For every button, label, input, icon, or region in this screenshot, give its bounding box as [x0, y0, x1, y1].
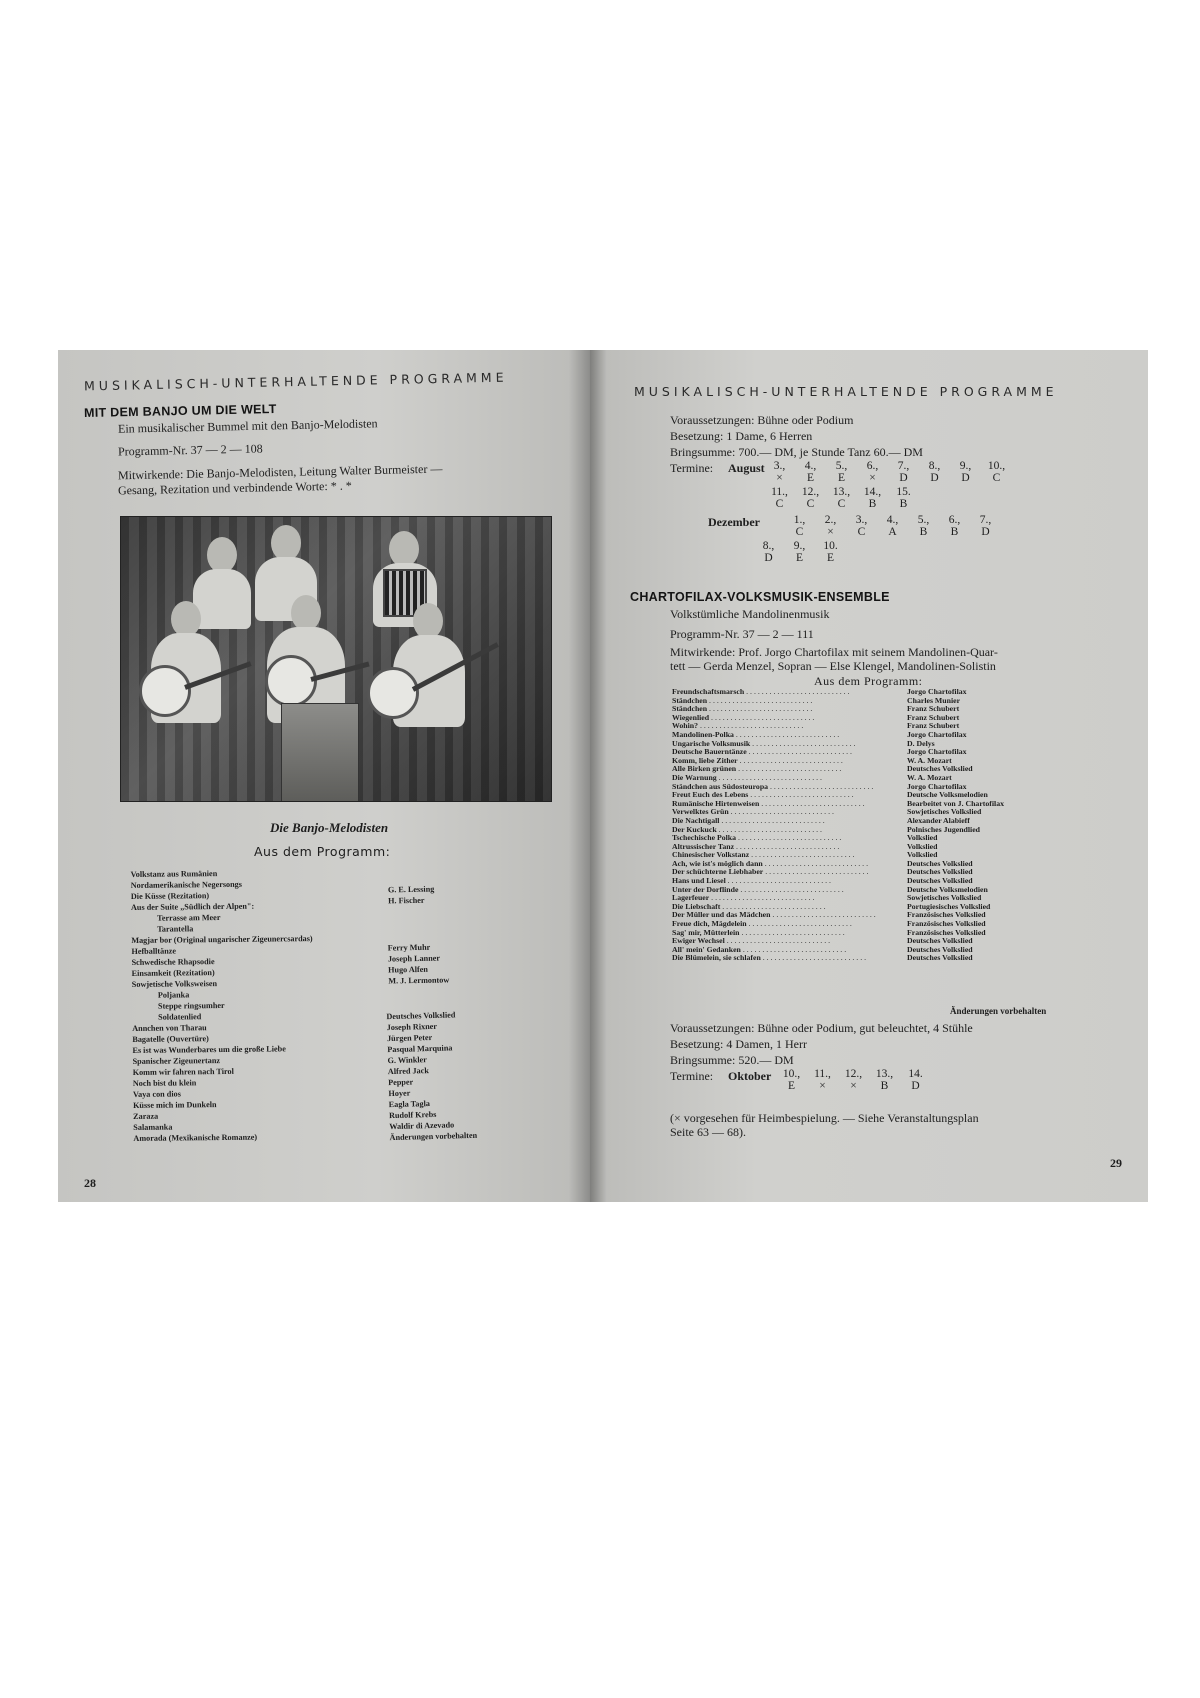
book-spread [58, 350, 1148, 1202]
program-list-left [131, 867, 315, 1144]
program-item: Komm wir fahren nach Tirol [132, 1066, 234, 1077]
program-table-row [672, 697, 1052, 706]
program-row-title: Der schüchterne Liebhaber . . . [672, 868, 907, 877]
program-row-composer: Franz Schubert [907, 712, 960, 722]
program-table-row [672, 808, 1052, 817]
program-row-title: Freut Euch des Lebens . . . [672, 791, 907, 800]
program-row-composer: Französisches Volkslied [907, 919, 986, 929]
requirements: Voraussetzungen: Bühne oder Podium [670, 413, 854, 427]
program-table-row [672, 860, 1052, 869]
program-table-row [672, 783, 1052, 792]
program-row-composer: Jorgo Chartofilax [907, 747, 967, 757]
dates-label: Termine: [670, 461, 714, 475]
program-item: Einsamkeit (Rezitation) [131, 968, 215, 978]
program-row-composer: Sowjetisches Volkslied [907, 893, 982, 903]
program-table-row [672, 817, 1052, 826]
program-row-title: Freue dich, Mägdelein . . . [672, 920, 907, 929]
participants-line-2: Gesang, Rezitation und verbindende Worte: * . * [117, 478, 352, 498]
program-row-title: Rumänische Hirtenweisen . . . [672, 800, 907, 809]
program-item: Nordamerikanische Negersongs [130, 879, 242, 890]
composer: H. Fischer [388, 895, 425, 906]
program-table-row [672, 954, 1052, 963]
program-item: Bagatelle (Ouvertüre) [132, 1034, 209, 1044]
banjo-icon [139, 665, 191, 717]
right-page [590, 350, 1148, 1202]
running-head-right: MUSIKALISCH-UNTERHALTENDE PROGRAMME [634, 384, 1058, 399]
composer: Pepper [388, 1077, 414, 1088]
program-row-composer: Volkslied [907, 850, 938, 860]
program-row-title: All' mein' Gedanken . . . [672, 946, 907, 955]
december-row-1-codes: C × C A B B D [795, 526, 990, 538]
program-item: Vaya con dios [132, 1089, 181, 1099]
program-row-title: Altrussischer Tanz . . . [672, 843, 907, 852]
program-table-row [672, 920, 1052, 929]
program-row-title: Mandolinen-Polka . . . [672, 731, 907, 740]
program-row-composer: Franz Schubert [907, 721, 960, 731]
banjo-icon [367, 667, 419, 719]
composer: Rudolf Krebs [388, 1109, 437, 1121]
program-row-composer: Jorgo Chartofilax [907, 729, 967, 739]
program-table-row [672, 714, 1052, 723]
program-item: Soldatenlied [158, 1012, 202, 1022]
program-table-row [672, 748, 1052, 757]
composers-group-c [386, 1009, 477, 1143]
program-table-row [672, 903, 1052, 912]
program-table-row [672, 705, 1052, 714]
program-row-title: Freundschaftsmarsch . . . [672, 688, 907, 697]
october-codes: E × × B D [787, 1080, 920, 1092]
august-row-2-days: 11., 12., 13., 14., 15. [771, 486, 911, 498]
program-row-composer: Deutsches Volkslied [907, 764, 973, 774]
composer: Jürgen Peter [386, 1032, 433, 1044]
program-item: Amorada (Mexikanische Romanze) [133, 1132, 258, 1143]
program-row-composer: Deutsche Volksmelodien [907, 790, 988, 800]
music-stand [281, 703, 359, 802]
august-row-1-days: 3., 4., 5., 6., 7., 8., 9., 10., [773, 460, 1006, 472]
program-row-title: Ständchen . . . [672, 697, 907, 706]
december-label: Dezember [708, 515, 760, 529]
composer: Ferry Muhr [387, 942, 431, 953]
program-item: Salamanka [133, 1122, 173, 1132]
page-number-left: 28 [84, 1176, 96, 1190]
program-row-title: Ständchen . . . [672, 705, 907, 714]
program-row-composer: Französisches Volkslied [907, 910, 986, 920]
program-item: Hefballtänze [131, 946, 177, 956]
program-item: Die Küsse (Rezitation) [130, 891, 210, 901]
program-table-row [672, 894, 1052, 903]
program-row-title: Lagerfeuer . . . [672, 894, 907, 903]
program-table-row [672, 731, 1052, 740]
composer: Hugo Alfen [388, 964, 428, 975]
fee: Bringsumme: 700.— DM, je Stunde Tanz 60.— DM [670, 445, 923, 459]
composer: Deutsches Volkslied [386, 1010, 456, 1022]
program-item: Aus der Suite „Südlich der Alpen": [130, 901, 255, 912]
program-table-row [672, 877, 1052, 886]
program-row-title: Tschechische Polka . . . [672, 834, 907, 843]
program-row-title: Unter der Dorflinde . . . [672, 886, 907, 895]
program-row-title: Die Blümelein, sie schlafen . . . [672, 954, 907, 963]
december-row-2-codes: D E E [764, 552, 835, 564]
program-row-title: Die Liebschaft . . . [672, 903, 907, 912]
composer: M. J. Lermontow [388, 975, 450, 986]
program-table-row [672, 800, 1052, 809]
program-table-row [672, 851, 1052, 860]
program-row-composer: Sowjetisches Volkslied [907, 807, 982, 817]
program-table-row [672, 868, 1052, 877]
cast-2: Besetzung: 4 Damen, 1 Herr [670, 1037, 807, 1051]
dates-2-label: Termine: [670, 1069, 714, 1083]
program-row-title: Der Kuckuck . . . [672, 826, 907, 835]
program-heading-left: Aus dem Programm: [254, 844, 391, 859]
program-row-composer: W. A. Mozart [907, 755, 952, 765]
program-row-composer: Französisches Volkslied [907, 927, 986, 937]
band-photo [120, 516, 552, 802]
participants-line-1: Mitwirkende: Die Banjo-Melodisten, Leitung Walter Burmeister — [117, 461, 443, 483]
program-row-composer: Deutsche Volksmelodien [907, 884, 988, 894]
program-row-composer: Deutsches Volkslied [907, 953, 973, 963]
program-table-row [672, 757, 1052, 766]
program-row-title: Chinesischer Volkstanz . . . [672, 851, 907, 860]
august-label: August [728, 461, 765, 475]
program-item: Volkstanz aus Rumänien [130, 869, 218, 879]
ensemble-participants-1: Mitwirkende: Prof. Jorgo Chartofilax mit seinem Mandolinen-Quar- [670, 645, 998, 659]
program-row-composer: Polnisches Jugendlied [907, 824, 981, 834]
program-row-title: Die Nachtigall . . . [672, 817, 907, 826]
program-row-title: Sag' mir, Mütterlein . . . [672, 929, 907, 938]
program-item: Sowjetische Volksweisen [131, 979, 218, 989]
program-row-composer: Deutsches Volkslied [907, 858, 973, 868]
ensemble-subtitle: Volkstümliche Mandolinenmusik [670, 607, 830, 621]
composer: Alfred Jack [387, 1066, 429, 1077]
program-row-title: Ungarische Volksmusik . . . [672, 740, 907, 749]
program-item: Schwedische Rhapsodie [131, 957, 215, 967]
program-table-row [672, 843, 1052, 852]
program-row-title: Komm, liebe Zither . . . [672, 757, 907, 766]
program-item: Poljanka [157, 990, 190, 1000]
program-number: Programm-Nr. 37 — 2 — 108 [117, 441, 263, 459]
program-row-composer: Volkslied [907, 841, 938, 851]
program-title: MIT DEM BANJO UM DIE WELT [83, 401, 277, 421]
program-item: Steppe ringsumher [157, 1000, 225, 1011]
program-row-composer: W. A. Mozart [907, 772, 952, 782]
composer: Hoyer [388, 1088, 411, 1099]
program-row-composer: D. Delys [907, 738, 935, 748]
program-row-composer: Alexander Alabieff [907, 815, 970, 825]
december-row-1-days: 1., 2., 3., 4., 5., 6., 7., [793, 514, 992, 526]
august-row-1-codes: × E E × D D D C [776, 472, 1001, 484]
program-item: Annchen von Tharau [132, 1023, 207, 1033]
program-table-row [672, 929, 1052, 938]
program-table-row [672, 740, 1052, 749]
photo-caption: Die Banjo-Melodisten [270, 820, 389, 835]
program-table-row [672, 834, 1052, 843]
ensemble-participants-2: tett — Gerda Menzel, Sopran — Else Klengel, Mandolinen-Solistin [670, 659, 996, 673]
program-table-row [672, 722, 1052, 731]
program-row-composer: Deutsches Volkslied [907, 867, 973, 877]
program-table-right [672, 688, 1052, 963]
composer: G. Winkler [387, 1055, 427, 1066]
left-page [58, 350, 590, 1202]
program-row-composer: Jorgo Chartofilax [907, 781, 967, 791]
footnote-2: Seite 63 — 68). [670, 1125, 746, 1139]
program-item: Terrasse am Meer [157, 913, 221, 923]
composer: Joseph Rixner [386, 1021, 438, 1033]
program-row-title: Ach, wie ist's möglich dann . . . [672, 860, 907, 869]
program-row-composer: Deutsches Volkslied [907, 876, 973, 886]
fee-2: Bringsumme: 520.— DM [670, 1053, 794, 1067]
reserved-note: Änderungen vorbehalten [389, 1130, 478, 1143]
program-subtitle: Ein musikalischer Bummel mit den Banjo-Melodisten [117, 416, 378, 436]
october-label: Oktober [728, 1069, 772, 1083]
program-row-title: Verwelktes Grün . . . [672, 808, 907, 817]
program-item: Tarantella [157, 924, 194, 934]
ensemble-program-number: Programm-Nr. 37 — 2 — 111 [670, 627, 814, 641]
program-row-composer: Volkslied [907, 833, 938, 843]
program-table-row [672, 765, 1052, 774]
composer: Pasqual Marquina [387, 1043, 453, 1055]
december-row-2-days: 8., 9., 10. [762, 540, 838, 552]
program-row-title: Ewiger Wechsel . . . [672, 937, 907, 946]
composer: Eagla Tagla [388, 1099, 431, 1110]
program-row-composer: Jorgo Chartofilax [907, 687, 967, 696]
program-row-title: Der Müller und das Mädchen . . . [672, 911, 907, 920]
program-table-row [672, 688, 1052, 697]
program-row-composer: Bearbeitet von J. Chartofilax [907, 798, 1005, 808]
ensemble-title: CHARTOFILAX-VOLKSMUSIK-ENSEMBLE [630, 590, 890, 604]
program-item: Küsse mich im Dunkeln [132, 1100, 217, 1110]
october-days: 10., 11., 12., 13., 14. [782, 1068, 923, 1080]
program-table-row [672, 826, 1052, 835]
composers-group-b [388, 941, 450, 986]
running-head-left: MUSIKALISCH-UNTERHALTENDE PROGRAMME [83, 369, 508, 394]
program-row-title: Die Warnung . . . [672, 774, 907, 783]
composer: G. E. Lessing [387, 884, 435, 895]
banjo-icon [265, 655, 317, 707]
composers-group-a [388, 884, 435, 907]
program-row-title: Wiegenlied . . . [672, 714, 907, 723]
program-row-title: Ständchen aus Südosteuropa . . . [672, 783, 907, 792]
program-table-row [672, 911, 1052, 920]
footnote-1: (× vorgesehen für Heimbespielung. — Siehe Veranstaltungsplan [670, 1111, 979, 1125]
requirements-2: Voraussetzungen: Bühne oder Podium, gut beleuchtet, 4 Stühle [670, 1021, 973, 1035]
program-row-composer: Charles Munier [907, 695, 961, 705]
program-table-row [672, 774, 1052, 783]
program-row-title: Deutsche Bauerntänze . . . [672, 748, 907, 757]
program-row-composer: Portugiesisches Volkslied [907, 901, 991, 911]
program-heading-right: Aus dem Programm: [814, 674, 923, 688]
program-row-title: Wohin? . . . [672, 722, 907, 731]
program-row-composer: Franz Schubert [907, 704, 960, 714]
program-row-title: Alle Birken grünen . . . [672, 765, 907, 774]
program-table-row [672, 937, 1052, 946]
program-row-title: Hans und Liesel . . . [672, 877, 907, 886]
reserved-note-right: Änderungen vorbehalten [950, 1006, 1047, 1016]
program-item: Spanischer Zigeunertanz [132, 1056, 221, 1066]
page-number-right: 29 [1110, 1156, 1122, 1170]
program-table-row [672, 946, 1052, 955]
program-table-row [672, 886, 1052, 895]
program-item: Magjar bor (Original ungarischer Zigeunercsardas) [131, 934, 313, 945]
program-item: Zaraza [133, 1111, 159, 1121]
program-item: Es ist was Wunderbares um die große Liebe [132, 1044, 286, 1055]
program-row-composer: Deutsches Volkslied [907, 936, 973, 946]
program-item: Noch bist du klein [132, 1078, 197, 1088]
composer: Waldir di Azevado [389, 1120, 455, 1132]
cast: Besetzung: 1 Dame, 6 Herren [670, 429, 813, 443]
program-row-composer: Deutsches Volkslied [907, 944, 973, 954]
composer: Joseph Lanner [387, 953, 441, 964]
august-row-2-codes: C C C B B [775, 498, 908, 510]
